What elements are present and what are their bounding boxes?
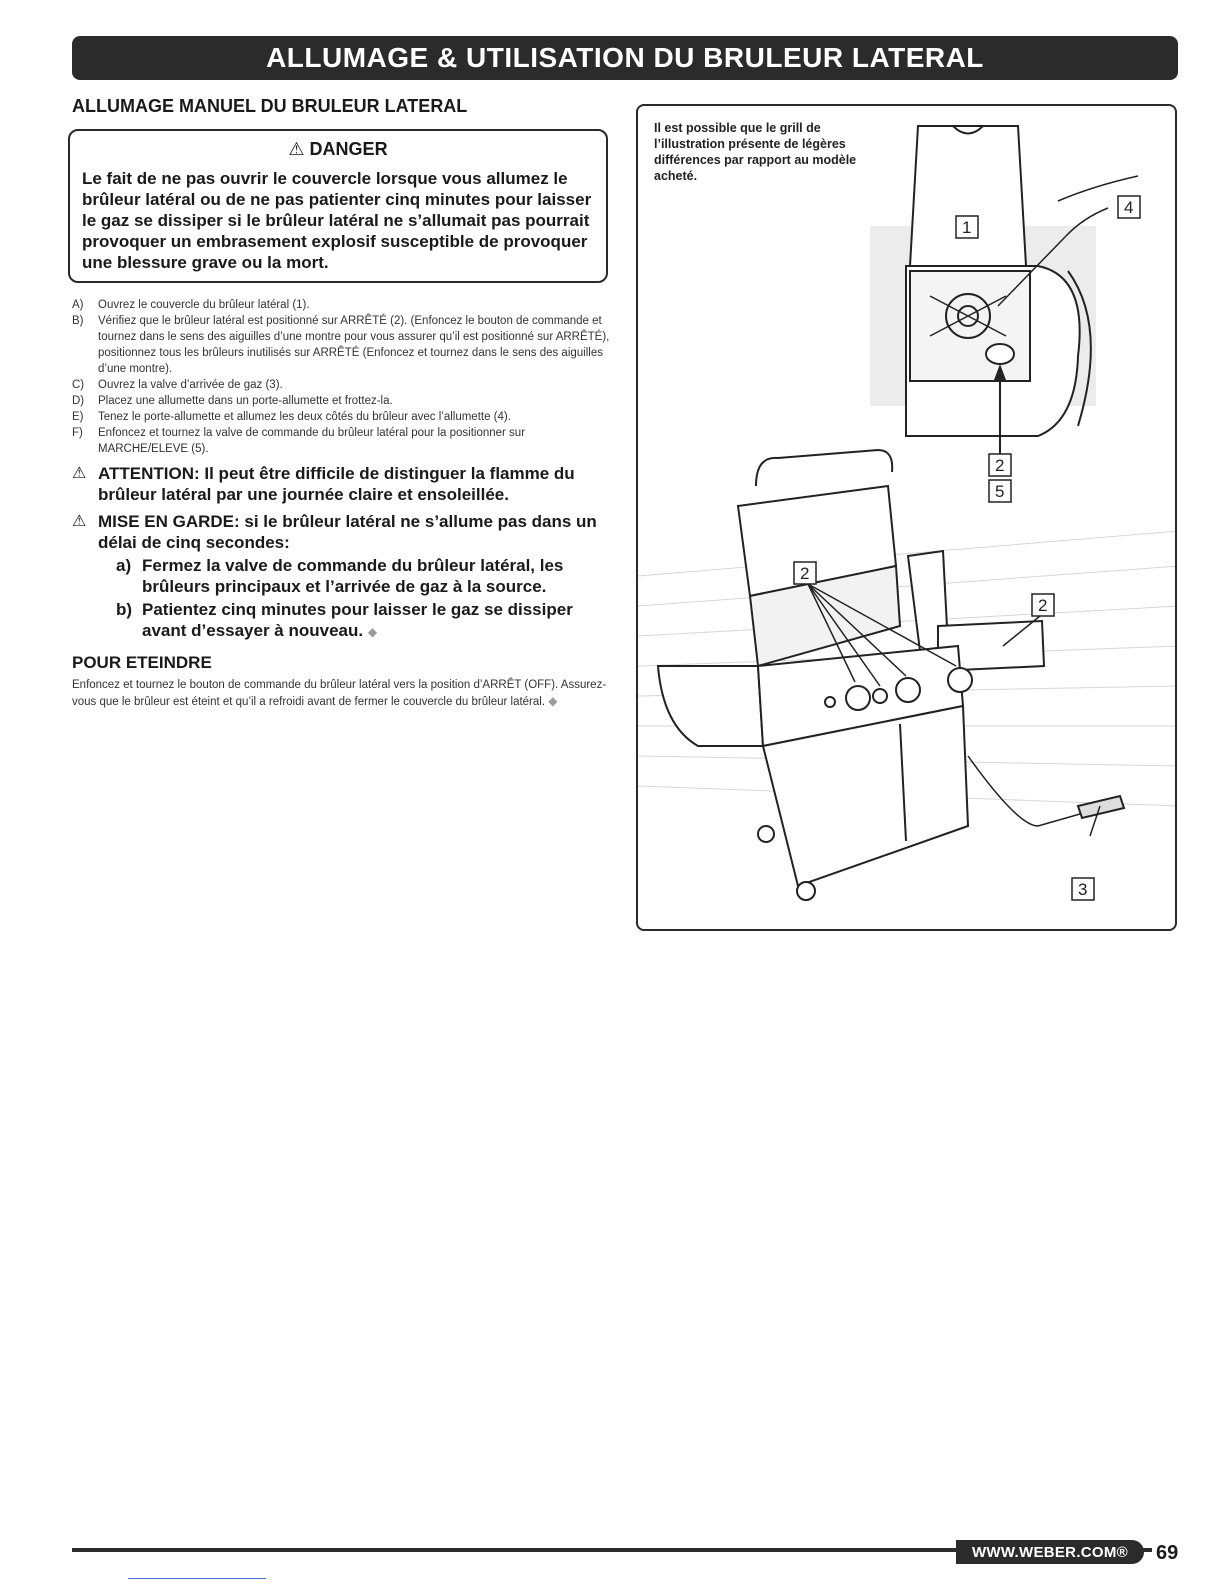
callout-number: 3 [1078, 880, 1088, 899]
attention-warning [72, 463, 617, 505]
callout-number: 4 [1124, 198, 1134, 217]
danger-title: ⚠ DANGER [288, 139, 388, 159]
instructions-column [72, 96, 617, 710]
sub-instruction [116, 555, 617, 597]
callout-number: 2 [1038, 596, 1048, 615]
illustration-panel [636, 104, 1177, 931]
sub-label: a) [116, 556, 132, 575]
turn-off-text [72, 677, 617, 710]
section-heading-turn-off: POUR ETEINDRE [72, 653, 212, 672]
step-text: Tenez le porte-allumette et allumez les deux côtés du brûleur avec l’allumette (4). [98, 411, 511, 423]
sub-text: Fermez la valve de commande du brûleur latéral, les brûleurs principaux et l’arrivée de gaz à la source. [142, 556, 564, 596]
end-mark: ◆ [548, 694, 558, 708]
sub-instruction [116, 599, 617, 643]
mise-en-garde-warning [72, 511, 617, 553]
warning-triangle-icon: ⚠ [72, 465, 87, 482]
callout-number: 2 [995, 456, 1005, 475]
list-item [72, 393, 617, 409]
callout-2-side [989, 454, 1011, 476]
page-banner [72, 36, 1178, 80]
sub-text: Patientez cinq minutes pour laisser le gaz se dissiper avant d’essayer à nouveau. [142, 600, 573, 640]
callout-4 [1118, 196, 1140, 218]
step-text: Placez une allumette dans un porte-allumette et frottez-la. [98, 395, 393, 407]
grill-body [658, 450, 1124, 900]
step-text: Vérifiez que le brûleur latéral est positionné sur ARRÊTÉ (2). (Enfoncez le bouton de commande et tournez dans le sens des aiguilles d’une montre pour vous assurer qu’il est positionné sur ARRÊTÉ), positionnez tous les brûleurs inutilisés sur ARRÊTÉ (Enfoncez et tournez dans le sens des aiguilles d’une montre). [98, 315, 610, 375]
step-label: D) [72, 395, 85, 407]
end-mark: ◆ [367, 625, 378, 639]
callout-5 [989, 480, 1011, 502]
side-burner-closeup [906, 126, 1138, 436]
steps-list [72, 297, 617, 457]
list-item [72, 297, 617, 313]
warning-triangle-icon: ⚠ [72, 513, 87, 530]
callout-3 [1072, 878, 1094, 900]
step-label: E) [72, 411, 84, 423]
callout-number: 2 [800, 564, 810, 583]
step-text: Enfoncez et tournez la valve de commande du brûleur latéral pour la positionner sur MARCHE/ELEVE (5). [98, 427, 526, 455]
footer-divider [128, 1578, 266, 1579]
step-label: F) [72, 427, 83, 439]
sub-label: b) [116, 600, 133, 619]
grill-illustration [638, 106, 1177, 931]
page-number: 69 [1156, 1542, 1179, 1564]
footer-website[interactable]: WWW.WEBER.COM® [956, 1540, 1144, 1564]
step-text: Ouvrez le couvercle du brûleur latéral (1). [98, 299, 310, 311]
step-label: A) [72, 299, 84, 311]
illustration-note: Il est possible que le grill de l’illustration présente de légères différences par rapport au modèle acheté. [654, 121, 857, 183]
callout-2-main [794, 562, 816, 584]
section-heading-manual-lighting: ALLUMAGE MANUEL DU BRULEUR LATERAL [72, 96, 468, 116]
callout-2-right [1032, 594, 1054, 616]
callout-number: 5 [995, 482, 1005, 501]
step-label: C) [72, 379, 85, 391]
danger-text: Le fait de ne pas ouvrir le couvercle lorsque vous allumez le brûleur latéral ou de ne pas patienter cinq minutes pour laisser le gaz se dissiper si le brûleur latéral ne s’allumait pas pourrait provoquer un embrasement explosif susceptible de provoquer une blessure grave ou la mort. [82, 169, 592, 272]
danger-box [68, 129, 608, 283]
list-item [72, 313, 617, 377]
callout-number: 1 [962, 218, 972, 237]
mise-en-garde-text: MISE EN GARDE: si le brûleur latéral ne s’allume pas dans un délai de cinq secondes: [98, 512, 597, 552]
step-label: B) [72, 315, 84, 327]
list-item [72, 409, 617, 425]
attention-text: ATTENTION: Il peut être difficile de distinguer la flamme du brûleur latéral par une journée claire et ensoleillée. [98, 464, 575, 504]
turn-off-body: Enfoncez et tournez le bouton de commande du brûleur latéral vers la position d’ARRÊT (OFF). Assurez-vous que le brûleur est éteint et qu’il a refroidi avant de fermer le couvercle du brûleur latéral. [72, 679, 607, 708]
page-title: ALLUMAGE & UTILISATION DU BRULEUR LATERAL [266, 42, 984, 73]
list-item [72, 425, 617, 457]
list-item [72, 377, 617, 393]
callout-1 [956, 216, 978, 238]
step-text: Ouvrez la valve d’arrivée de gaz (3). [98, 379, 283, 391]
